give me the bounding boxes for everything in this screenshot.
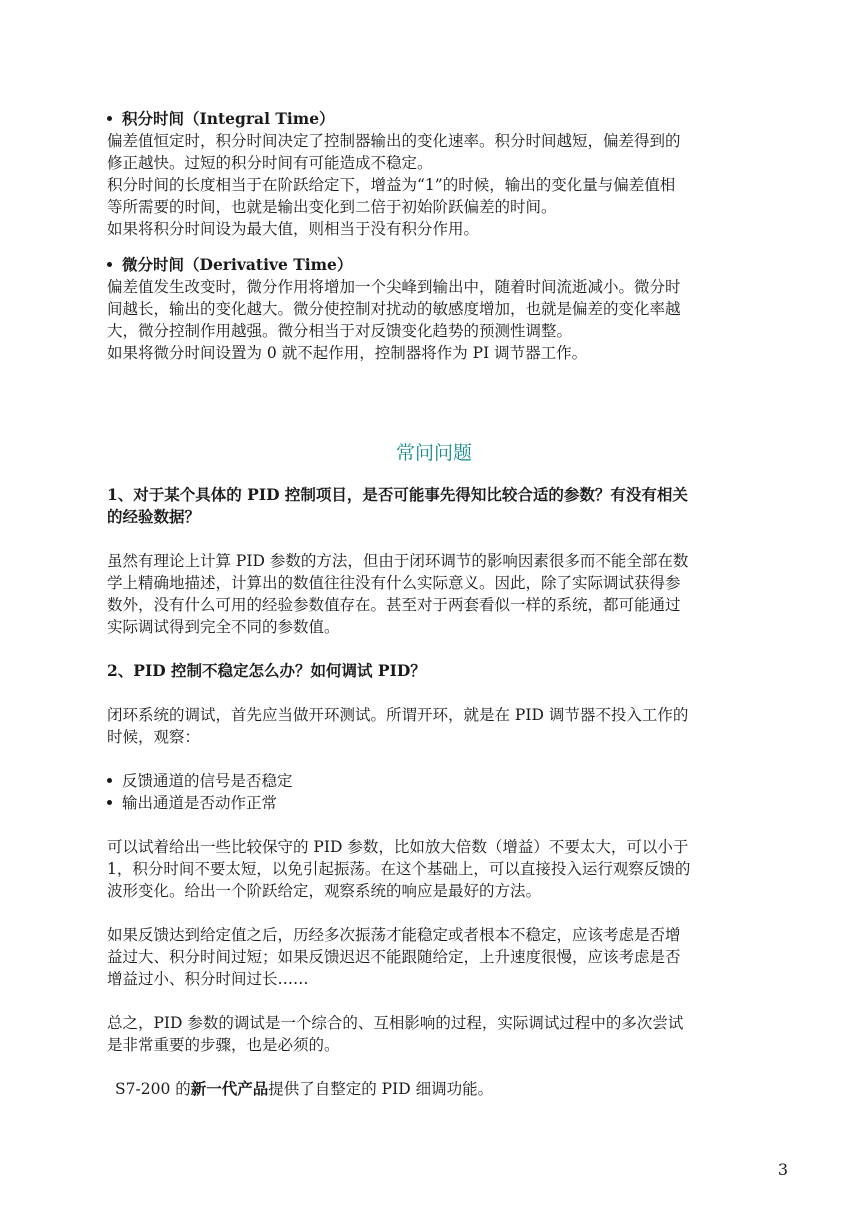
answer-1-line-3: 数外，没有什么可用的经验参数值存在。甚至对于两套看似一样的系统，都可能通过 — [107, 596, 681, 614]
answer-2-p3-line-3: 增益过小、积分时间过长…… — [107, 970, 309, 988]
integral-line-4: 等所需要的时间，也就是输出变化到二倍于初始阶跃偏差的时间。 — [107, 198, 557, 216]
derivative-line-3: 大，微分控制作用越强。微分相当于对反馈变化趋势的预测性调整。 — [107, 322, 573, 340]
integral-line-3: 积分时间的长度相当于在阶跃给定下，增益为“1”的时候，输出的变化量与偏差值相 — [107, 176, 676, 194]
answer-2-p3-line-2: 益过大、积分时间过短；如果反馈迟迟不能跟随给定，上升速度很慢，应该考虑是否 — [107, 948, 681, 966]
integral-line-2: 修正越快。过短的积分时间有可能造成不稳定。 — [107, 154, 433, 172]
derivative-line-2: 间越长，输出的变化越大。微分使控制对扰动的敏感度增加，也就是偏差的变化率越 — [107, 300, 681, 318]
faq-heading: 常问问题 — [395, 442, 472, 464]
answer-2-intro-line-1: 闭环系统的调试，首先应当做开环测试。所谓开环，就是在 PID 调节器不投入工作的 — [107, 706, 689, 724]
s7-200-note: S7-200 的新一代产品提供了自整定的 PID 细调功能。 — [115, 1079, 494, 1098]
faq-content — [107, 484, 767, 1100]
bullet-dot-icon — [107, 778, 112, 783]
answer-2-p3-line-1: 如果反馈达到给定值之后，历经多次振荡才能稳定或者根本不稳定，应该考虑是否增 — [107, 926, 681, 944]
answer-2-p4-line-2: 是非常重要的步骤，也是必须的。 — [107, 1036, 340, 1054]
answer-1-line-1: 虽然有理论上计算 PID 参数的方法，但由于闭环调节的影响因素很多而不能全部在数 — [107, 552, 689, 570]
derivative-line-4: 如果将微分时间设置为 0 就不起作用，控制器将作为 PI 调节器工作。 — [107, 344, 588, 362]
bullet-dot-icon — [107, 800, 112, 805]
answer-1-line-4: 实际调试得到完全不同的参数值。 — [107, 618, 340, 636]
bullet-dot-icon — [107, 116, 112, 121]
answer-2-p4-line-1: 总之，PID 参数的调试是一个综合的、互相影响的过程，实际调试过程中的多次尝试 — [107, 1014, 684, 1032]
list-item: 输出通道是否动作正常 — [107, 792, 767, 814]
answer-1-line-2: 学上精确地描述，计算出的数值往往没有什么实际意义。因此，除了实际调试获得参 — [107, 574, 681, 592]
question-1-line-2: 的经验数据？ — [107, 507, 201, 526]
answer-2-intro-line-2: 时候，观察： — [107, 728, 201, 746]
integral-time-title: 积分时间（Integral Time） — [107, 108, 757, 130]
answer-2-p2-line-1: 可以试着给出一些比较保守的 PID 参数，比如放大倍数（增益）不要太大，可以小于 — [107, 838, 689, 856]
integral-line-1: 偏差值恒定时，积分时间决定了控制器输出的变化速率。积分时间越短，偏差得到的 — [107, 132, 681, 150]
list-item: 反馈通道的信号是否稳定 — [107, 770, 767, 792]
bullet-dot-icon — [107, 262, 112, 267]
integral-line-5: 如果将积分时间设为最大值，则相当于没有积分作用。 — [107, 220, 480, 238]
derivative-line-1: 偏差值发生改变时，微分作用将增加一个尖峰到输出中，随着时间流逝减小。微分时 — [107, 278, 681, 296]
answer-2-p2-line-2: 1，积分时间不要太短，以免引起振荡。在这个基础上，可以直接投入运行观察反馈的 — [107, 860, 691, 878]
question-2: 2、PID 控制不稳定怎么办？如何调试 PID？ — [107, 661, 426, 680]
derivative-time-title: 微分时间（Derivative Time） — [107, 254, 757, 276]
answer-2-p2-line-3: 波形变化。给出一个阶跃给定，观察系统的响应是最好的方法。 — [107, 882, 542, 900]
question-1-line-1: 1、对于某个具体的 PID 控制项目，是否可能事先得知比较合适的参数？有没有相关 — [107, 485, 688, 504]
page-content-top — [107, 108, 757, 364]
page-number: 3 — [777, 1160, 788, 1179]
